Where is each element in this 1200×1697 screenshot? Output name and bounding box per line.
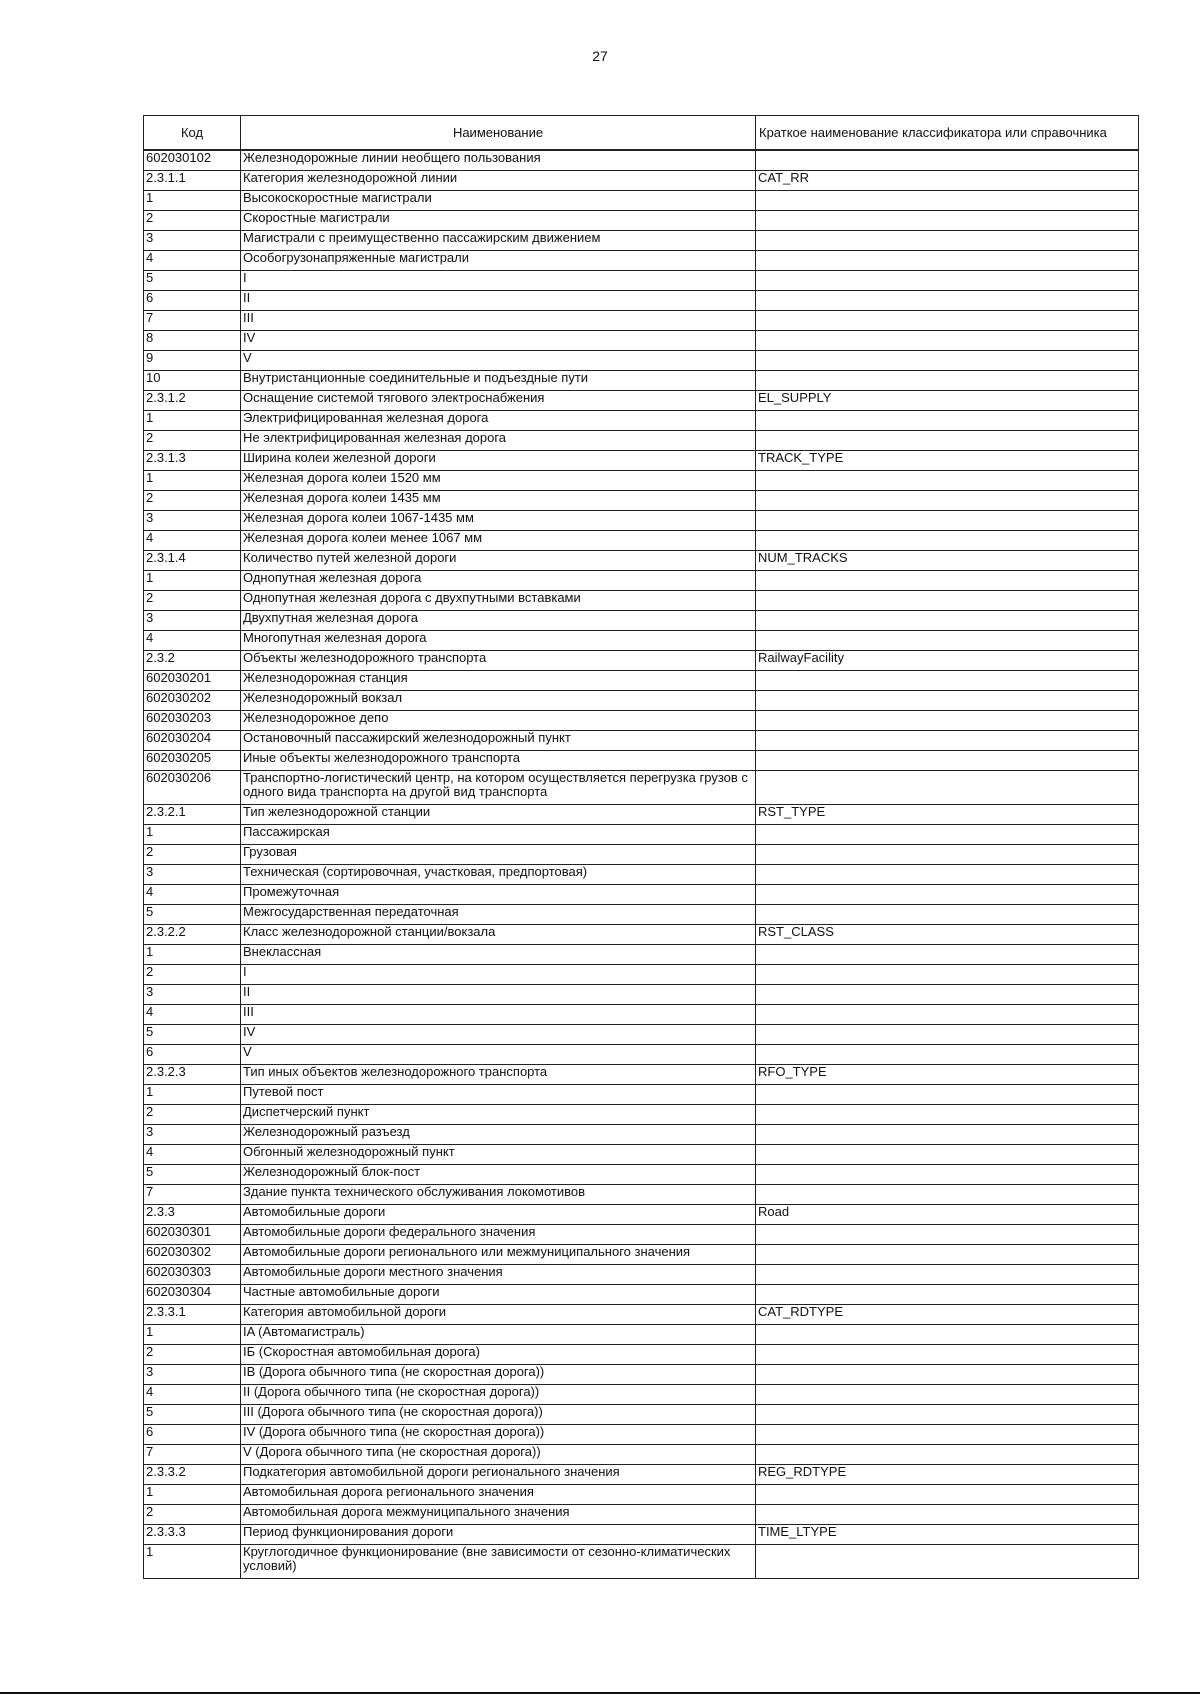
cell-short-name: [756, 730, 1139, 750]
cell-code: 602030205: [144, 750, 241, 770]
cell-name: III: [241, 1004, 756, 1024]
table-row: [144, 570, 1139, 590]
table-row: [144, 690, 1139, 710]
cell-code: 2: [144, 590, 241, 610]
cell-name: I: [241, 270, 756, 290]
table-row: [144, 650, 1139, 670]
classifier-table: [143, 115, 1139, 1579]
cell-code: 2.3.2.2: [144, 924, 241, 944]
cell-code: 5: [144, 904, 241, 924]
cell-short-name: RST_CLASS: [756, 924, 1139, 944]
table-row: [144, 450, 1139, 470]
table-row: [144, 1244, 1139, 1264]
table-row: [144, 170, 1139, 190]
table-row: [144, 1364, 1139, 1384]
cell-name: Внутристанционные соединительные и подъездные пути: [241, 370, 756, 390]
table-row: [144, 964, 1139, 984]
table-row: [144, 610, 1139, 630]
cell-name: II: [241, 984, 756, 1004]
table-row: [144, 1224, 1139, 1244]
cell-code: 1: [144, 1484, 241, 1504]
table-row: [144, 730, 1139, 750]
table-row: [144, 944, 1139, 964]
cell-code: 5: [144, 1404, 241, 1424]
cell-code: 1: [144, 944, 241, 964]
cell-code: 2.3.1.2: [144, 390, 241, 410]
cell-code: 2: [144, 964, 241, 984]
cell-short-name: [756, 844, 1139, 864]
table-row: [144, 410, 1139, 430]
cell-name: Железнодорожный блок-пост: [241, 1164, 756, 1184]
table-row: [144, 1424, 1139, 1444]
cell-name: IA (Автомагистраль): [241, 1324, 756, 1344]
cell-short-name: [756, 290, 1139, 310]
cell-name: Двухпутная железная дорога: [241, 610, 756, 630]
table-body: [144, 150, 1139, 1578]
cell-name: Автомобильные дороги регионального или межмуниципального значения: [241, 1244, 756, 1264]
cell-short-name: [756, 1164, 1139, 1184]
cell-code: 602030304: [144, 1284, 241, 1304]
cell-short-name: [756, 370, 1139, 390]
cell-code: 3: [144, 1364, 241, 1384]
table-row: [144, 350, 1139, 370]
cell-name: IV (Дорога обычного типа (не скоростная дорога)): [241, 1424, 756, 1444]
cell-name: Железнодорожное депо: [241, 710, 756, 730]
cell-short-name: [756, 470, 1139, 490]
table-row: [144, 1104, 1139, 1124]
cell-name: Транспортно-логистический центр, на котором осуществляется перегрузка грузов с одного вида транспорта на другой вид транспорта: [241, 770, 756, 804]
page-number: 27: [592, 48, 608, 64]
cell-name: Тип иных объектов железнодорожного транспорта: [241, 1064, 756, 1084]
cell-code: 1: [144, 410, 241, 430]
cell-short-name: [756, 1184, 1139, 1204]
cell-name: Однопутная железная дорога с двухпутными вставками: [241, 590, 756, 610]
cell-short-name: [756, 190, 1139, 210]
table-row: [144, 1024, 1139, 1044]
cell-name: Железнодорожные линии необщего пользования: [241, 150, 756, 170]
cell-name: Объекты железнодорожного транспорта: [241, 650, 756, 670]
table-row: [144, 1504, 1139, 1524]
cell-code: 4: [144, 884, 241, 904]
cell-short-name: [756, 270, 1139, 290]
cell-short-name: [756, 1284, 1139, 1304]
table-row: [144, 310, 1139, 330]
table-row: [144, 1064, 1139, 1084]
cell-name: Период функционирования дороги: [241, 1524, 756, 1544]
table-row: [144, 1184, 1139, 1204]
cell-short-name: [756, 1544, 1139, 1578]
table-row: [144, 490, 1139, 510]
cell-name: Автомобильные дороги местного значения: [241, 1264, 756, 1284]
table-row: [144, 1324, 1139, 1344]
cell-short-name: [756, 330, 1139, 350]
cell-short-name: [756, 310, 1139, 330]
cell-short-name: [756, 610, 1139, 630]
cell-code: 4: [144, 1144, 241, 1164]
table-row: [144, 1044, 1139, 1064]
cell-short-name: [756, 210, 1139, 230]
cell-short-name: [756, 864, 1139, 884]
cell-short-name: TIME_LTYPE: [756, 1524, 1139, 1544]
table-row: [144, 1524, 1139, 1544]
table-row: [144, 1264, 1139, 1284]
cell-code: 2: [144, 210, 241, 230]
cell-name: Однопутная железная дорога: [241, 570, 756, 590]
cell-short-name: [756, 1444, 1139, 1464]
cell-short-name: [756, 1264, 1139, 1284]
cell-short-name: [756, 670, 1139, 690]
bottom-rule: [0, 1692, 1200, 1694]
cell-name: Диспетчерский пункт: [241, 1104, 756, 1124]
cell-code: 5: [144, 270, 241, 290]
cell-code: 1: [144, 1324, 241, 1344]
cell-short-name: CAT_RR: [756, 170, 1139, 190]
cell-name: III: [241, 310, 756, 330]
cell-name: Железная дорога колеи 1067-1435 мм: [241, 510, 756, 530]
cell-code: 2.3.3: [144, 1204, 241, 1224]
cell-code: 602030303: [144, 1264, 241, 1284]
cell-code: 7: [144, 310, 241, 330]
cell-short-name: [756, 1224, 1139, 1244]
cell-code: 6: [144, 1044, 241, 1064]
cell-code: 2: [144, 1504, 241, 1524]
cell-name: IV: [241, 330, 756, 350]
cell-name: Класс железнодорожной станции/вокзала: [241, 924, 756, 944]
cell-short-name: Road: [756, 1204, 1139, 1224]
cell-short-name: [756, 1404, 1139, 1424]
cell-code: 3: [144, 1124, 241, 1144]
cell-code: 1: [144, 570, 241, 590]
table-row: [144, 1304, 1139, 1324]
table-row: [144, 230, 1139, 250]
cell-code: 602030302: [144, 1244, 241, 1264]
cell-short-name: [756, 1424, 1139, 1444]
cell-short-name: [756, 430, 1139, 450]
cell-name: Иные объекты железнодорожного транспорта: [241, 750, 756, 770]
cell-name: V: [241, 350, 756, 370]
cell-name: II: [241, 290, 756, 310]
cell-name: Железнодорожный вокзал: [241, 690, 756, 710]
cell-name: Категория железнодорожной линии: [241, 170, 756, 190]
cell-code: 2: [144, 430, 241, 450]
table-row: [144, 630, 1139, 650]
cell-code: 602030206: [144, 770, 241, 804]
cell-short-name: [756, 944, 1139, 964]
cell-code: 4: [144, 250, 241, 270]
cell-short-name: [756, 1124, 1139, 1144]
cell-code: 6: [144, 290, 241, 310]
cell-short-name: [756, 490, 1139, 510]
table-row: [144, 1444, 1139, 1464]
cell-name: Техническая (сортировочная, участковая, предпортовая): [241, 864, 756, 884]
cell-code: 1: [144, 824, 241, 844]
cell-name: Железнодорожный разъезд: [241, 1124, 756, 1144]
cell-code: 4: [144, 1384, 241, 1404]
cell-short-name: [756, 770, 1139, 804]
cell-code: 1: [144, 1084, 241, 1104]
table-row: [144, 670, 1139, 690]
cell-name: Категория автомобильной дороги: [241, 1304, 756, 1324]
table-row: [144, 550, 1139, 570]
cell-code: 2: [144, 490, 241, 510]
cell-short-name: [756, 150, 1139, 170]
table-row: [144, 150, 1139, 170]
cell-short-name: [756, 250, 1139, 270]
cell-code: 2.3.3.1: [144, 1304, 241, 1324]
cell-name: Здание пункта технического обслуживания локомотивов: [241, 1184, 756, 1204]
cell-name: Частные автомобильные дороги: [241, 1284, 756, 1304]
cell-name: Путевой пост: [241, 1084, 756, 1104]
table-row: [144, 1384, 1139, 1404]
cell-short-name: EL_SUPPLY: [756, 390, 1139, 410]
cell-code: 2.3.2.1: [144, 804, 241, 824]
cell-name: IВ (Дорога обычного типа (не скоростная дорога)): [241, 1364, 756, 1384]
cell-name: Многопутная железная дорога: [241, 630, 756, 650]
cell-code: 1: [144, 1544, 241, 1578]
table-row: [144, 984, 1139, 1004]
cell-code: 4: [144, 630, 241, 650]
cell-name: Скоростные магистрали: [241, 210, 756, 230]
cell-code: 2.3.2: [144, 650, 241, 670]
cell-short-name: [756, 1344, 1139, 1364]
cell-name: Пассажирская: [241, 824, 756, 844]
cell-name: Количество путей железной дороги: [241, 550, 756, 570]
cell-short-name: REG_RDTYPE: [756, 1464, 1139, 1484]
table-row: [144, 904, 1139, 924]
cell-short-name: [756, 530, 1139, 550]
cell-name: Остановочный пассажирский железнодорожный пункт: [241, 730, 756, 750]
cell-short-name: [756, 510, 1139, 530]
cell-code: 2.3.2.3: [144, 1064, 241, 1084]
table-row: [144, 1084, 1139, 1104]
cell-name: Электрифицированная железная дорога: [241, 410, 756, 430]
table-row: [144, 370, 1139, 390]
cell-code: 10: [144, 370, 241, 390]
cell-name: Железная дорога колеи 1435 мм: [241, 490, 756, 510]
table-row: [144, 1464, 1139, 1484]
cell-name: Железная дорога колеи менее 1067 мм: [241, 530, 756, 550]
cell-name: Железнодорожная станция: [241, 670, 756, 690]
table-row: [144, 750, 1139, 770]
cell-code: 2.3.1.4: [144, 550, 241, 570]
cell-short-name: [756, 1504, 1139, 1524]
cell-short-name: [756, 1104, 1139, 1124]
cell-short-name: NUM_TRACKS: [756, 550, 1139, 570]
table-row: [144, 844, 1139, 864]
cell-name: I: [241, 964, 756, 984]
table-row: [144, 590, 1139, 610]
cell-name: III (Дорога обычного типа (не скоростная дорога)): [241, 1404, 756, 1424]
cell-code: 9: [144, 350, 241, 370]
table-row: [144, 390, 1139, 410]
cell-short-name: [756, 964, 1139, 984]
table-header-row: [144, 116, 1139, 151]
cell-name: Не электрифицированная железная дорога: [241, 430, 756, 450]
cell-code: 5: [144, 1024, 241, 1044]
table-row: [144, 270, 1139, 290]
cell-code: 1: [144, 190, 241, 210]
cell-code: 4: [144, 1004, 241, 1024]
cell-name: Высокоскоростные магистрали: [241, 190, 756, 210]
table-row: [144, 1164, 1139, 1184]
cell-code: 2: [144, 1344, 241, 1364]
cell-short-name: [756, 824, 1139, 844]
cell-name: IV: [241, 1024, 756, 1044]
cell-code: 602030202: [144, 690, 241, 710]
cell-name: Особогрузонапряженные магистрали: [241, 250, 756, 270]
table-row: [144, 1204, 1139, 1224]
cell-code: 2.3.3.3: [144, 1524, 241, 1544]
cell-name: Оснащение системой тягового электроснабжения: [241, 390, 756, 410]
header-name: Наименование: [241, 116, 756, 151]
cell-short-name: [756, 750, 1139, 770]
cell-code: 602030201: [144, 670, 241, 690]
cell-code: 5: [144, 1164, 241, 1184]
table-row: [144, 330, 1139, 350]
cell-short-name: [756, 1024, 1139, 1044]
cell-code: 2.3.3.2: [144, 1464, 241, 1484]
cell-code: 6: [144, 1424, 241, 1444]
cell-code: 602030301: [144, 1224, 241, 1244]
table-row: [144, 1284, 1139, 1304]
table-row: [144, 1004, 1139, 1024]
cell-code: 8: [144, 330, 241, 350]
cell-short-name: [756, 904, 1139, 924]
table-row: [144, 190, 1139, 210]
cell-name: Автомобильные дороги федерального значения: [241, 1224, 756, 1244]
cell-short-name: [756, 1484, 1139, 1504]
table-row: [144, 884, 1139, 904]
table-row: [144, 824, 1139, 844]
cell-code: 602030102: [144, 150, 241, 170]
cell-code: 2: [144, 1104, 241, 1124]
table-row: [144, 510, 1139, 530]
table-row: [144, 1484, 1139, 1504]
cell-short-name: [756, 1044, 1139, 1064]
cell-name: V: [241, 1044, 756, 1064]
table-row: [144, 290, 1139, 310]
cell-short-name: [756, 984, 1139, 1004]
table-row: [144, 924, 1139, 944]
cell-code: 7: [144, 1184, 241, 1204]
cell-name: Автомобильные дороги: [241, 1204, 756, 1224]
cell-name: Промежуточная: [241, 884, 756, 904]
cell-short-name: [756, 410, 1139, 430]
cell-code: 2: [144, 844, 241, 864]
cell-name: Автомобильная дорога регионального значения: [241, 1484, 756, 1504]
cell-name: Обгонный железнодорожный пункт: [241, 1144, 756, 1164]
cell-short-name: RFO_TYPE: [756, 1064, 1139, 1084]
table-row: [144, 1344, 1139, 1364]
cell-short-name: RailwayFacility: [756, 650, 1139, 670]
cell-name: Магистрали с преимущественно пассажирским движением: [241, 230, 756, 250]
cell-code: 2.3.1.1: [144, 170, 241, 190]
cell-name: IБ (Скоростная автомобильная дорога): [241, 1344, 756, 1364]
cell-name: Межгосударственная передаточная: [241, 904, 756, 924]
table-row: [144, 710, 1139, 730]
cell-short-name: [756, 1004, 1139, 1024]
cell-name: Ширина колеи железной дороги: [241, 450, 756, 470]
cell-code: 7: [144, 1444, 241, 1464]
table-row: [144, 530, 1139, 550]
cell-short-name: [756, 884, 1139, 904]
cell-code: 602030204: [144, 730, 241, 750]
cell-name: Железная дорога колеи 1520 мм: [241, 470, 756, 490]
cell-code: 2.3.1.3: [144, 450, 241, 470]
cell-name: Автомобильная дорога межмуниципального значения: [241, 1504, 756, 1524]
cell-short-name: [756, 1244, 1139, 1264]
cell-name: Внеклассная: [241, 944, 756, 964]
table-row: [144, 1144, 1139, 1164]
cell-short-name: RST_TYPE: [756, 804, 1139, 824]
header-code: Код: [144, 116, 241, 151]
table-row: [144, 430, 1139, 450]
cell-short-name: TRACK_TYPE: [756, 450, 1139, 470]
table-row: [144, 470, 1139, 490]
cell-short-name: [756, 570, 1139, 590]
table-row: [144, 1544, 1139, 1578]
cell-short-name: [756, 630, 1139, 650]
cell-short-name: CAT_RDTYPE: [756, 1304, 1139, 1324]
cell-code: 4: [144, 530, 241, 550]
cell-code: 3: [144, 610, 241, 630]
table-row: [144, 1124, 1139, 1144]
cell-short-name: [756, 710, 1139, 730]
cell-short-name: [756, 1144, 1139, 1164]
table-row: [144, 210, 1139, 230]
cell-name: Круглогодичное функционирование (вне зависимости от сезонно-климатических условий): [241, 1544, 756, 1578]
table-row: [144, 1404, 1139, 1424]
cell-code: 3: [144, 864, 241, 884]
table-row: [144, 770, 1139, 804]
cell-code: 1: [144, 470, 241, 490]
cell-short-name: [756, 350, 1139, 370]
cell-name: Подкатегория автомобильной дороги регионального значения: [241, 1464, 756, 1484]
cell-code: 3: [144, 230, 241, 250]
cell-short-name: [756, 1384, 1139, 1404]
cell-code: 602030203: [144, 710, 241, 730]
table-row: [144, 804, 1139, 824]
cell-code: 3: [144, 984, 241, 1004]
cell-code: 3: [144, 510, 241, 530]
cell-name: Тип железнодорожной станции: [241, 804, 756, 824]
table-row: [144, 250, 1139, 270]
cell-name: Грузовая: [241, 844, 756, 864]
cell-short-name: [756, 1324, 1139, 1344]
cell-short-name: [756, 1364, 1139, 1384]
cell-name: V (Дорога обычного типа (не скоростная дорога)): [241, 1444, 756, 1464]
table-row: [144, 864, 1139, 884]
header-short-name: Краткое наименование классификатора или справочника: [756, 116, 1139, 151]
cell-short-name: [756, 590, 1139, 610]
cell-short-name: [756, 690, 1139, 710]
cell-short-name: [756, 1084, 1139, 1104]
cell-short-name: [756, 230, 1139, 250]
cell-name: II (Дорога обычного типа (не скоростная дорога)): [241, 1384, 756, 1404]
